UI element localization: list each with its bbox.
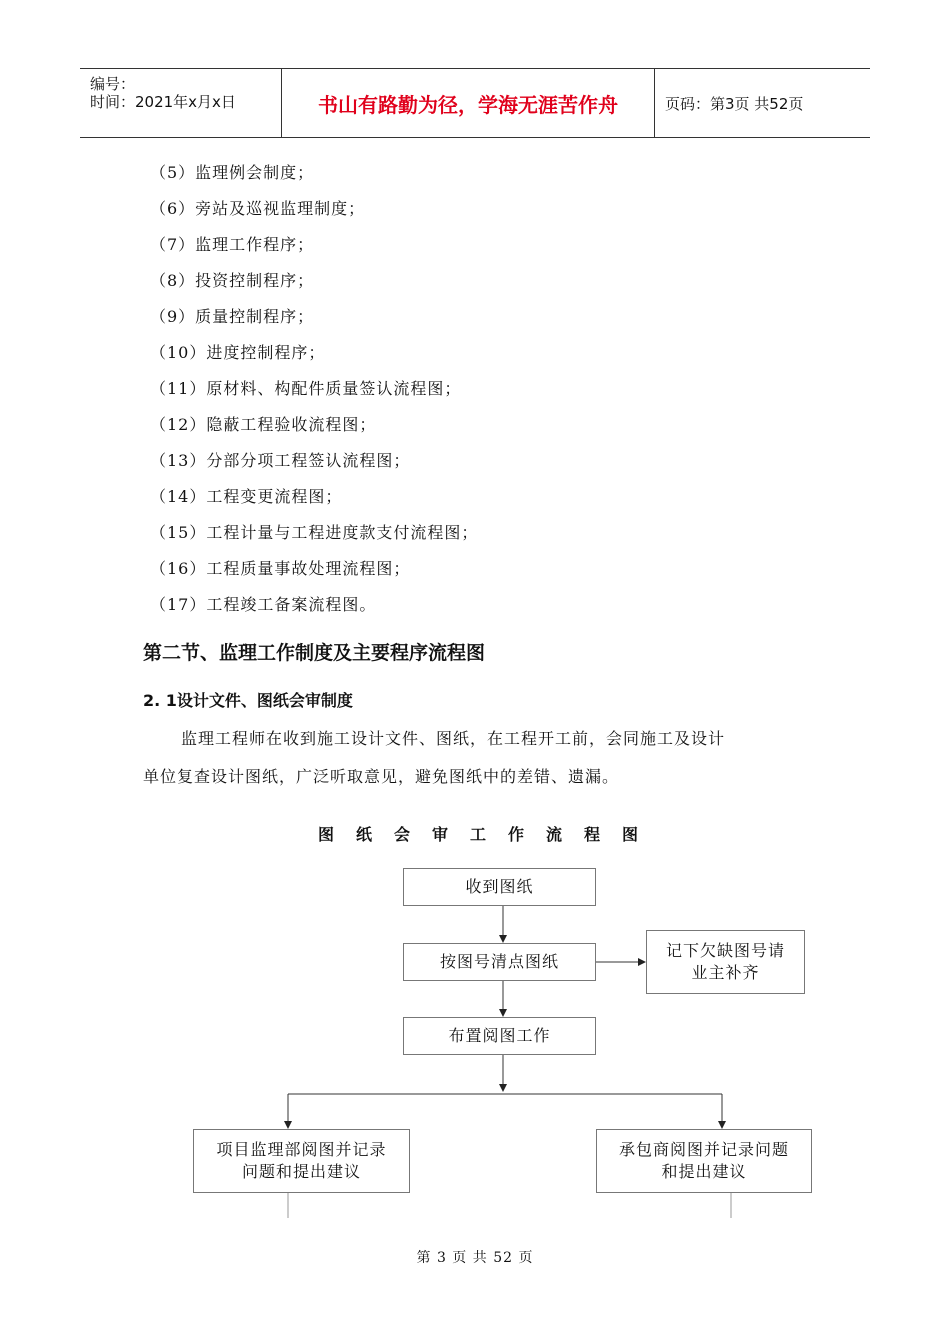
list-item: （16）工程质量事故处理流程图； [150,559,411,578]
flowchart-title: 图纸会审工作流程图 [318,825,661,844]
branch-right-line-1: 承包商阅图并记录问题 [618,1140,789,1159]
flow-side-note [646,930,805,994]
list-item: （5）监理例会制度； [150,163,315,182]
branch-left-line-1: 项目监理部阅图并记录 [216,1140,387,1159]
flow-step-check: 按图号清点图纸 [403,943,596,981]
branch-left-line-2: 问题和提出建议 [241,1162,361,1181]
side-note-line-2: 业主补齐 [691,963,760,982]
list-item: （17）工程竣工备案流程图。 [150,595,377,614]
list-item: （10）进度控制程序； [150,343,326,362]
list-item: （7）监理工作程序； [150,235,315,254]
list-item: （15）工程计量与工程进度款支付流程图； [150,523,479,542]
paragraph-line-1: 监理工程师在收到施工设计文件、图纸，在工程开工前，会同施工及设计 [181,729,726,748]
flow-step-arrange: 布置阅图工作 [403,1017,596,1055]
list-item: （8）投资控制程序； [150,271,315,290]
side-note-line-1: 记下欠缺图号请 [665,941,785,960]
flow-branch-supervisor [193,1129,410,1193]
subsection-title: 2. 1设计文件、图纸会审制度 [143,691,353,710]
header-page-info: 页码：第3页 共52页 [665,95,804,113]
header-date: 时间：2021年x月x日 [90,93,236,111]
flow-step-receive: 收到图纸 [403,868,596,906]
list-item: （6）旁站及巡视监理制度； [150,199,366,218]
header-number: 编号： [90,75,136,93]
list-item: （11）原材料、构配件质量签认流程图； [150,379,462,398]
list-item: （13）分部分项工程签认流程图； [150,451,411,470]
branch-right-line-2: 和提出建议 [661,1162,747,1181]
section-title: 第二节、监理工作制度及主要程序流程图 [143,642,486,664]
page-footer: 第 3 页 共 52 页 [416,1250,534,1266]
header-motto: 书山有路勤为径，学海无涯苦作舟 [282,69,655,137]
list-item: （9）质量控制程序； [150,307,315,326]
list-item: （12）隐蔽工程验收流程图； [150,415,377,434]
flow-branch-contractor [596,1129,812,1193]
paragraph-line-2: 单位复查设计图纸，广泛听取意见，避免图纸中的差错、遗漏。 [143,767,620,786]
list-item: （14）工程变更流程图； [150,487,343,506]
